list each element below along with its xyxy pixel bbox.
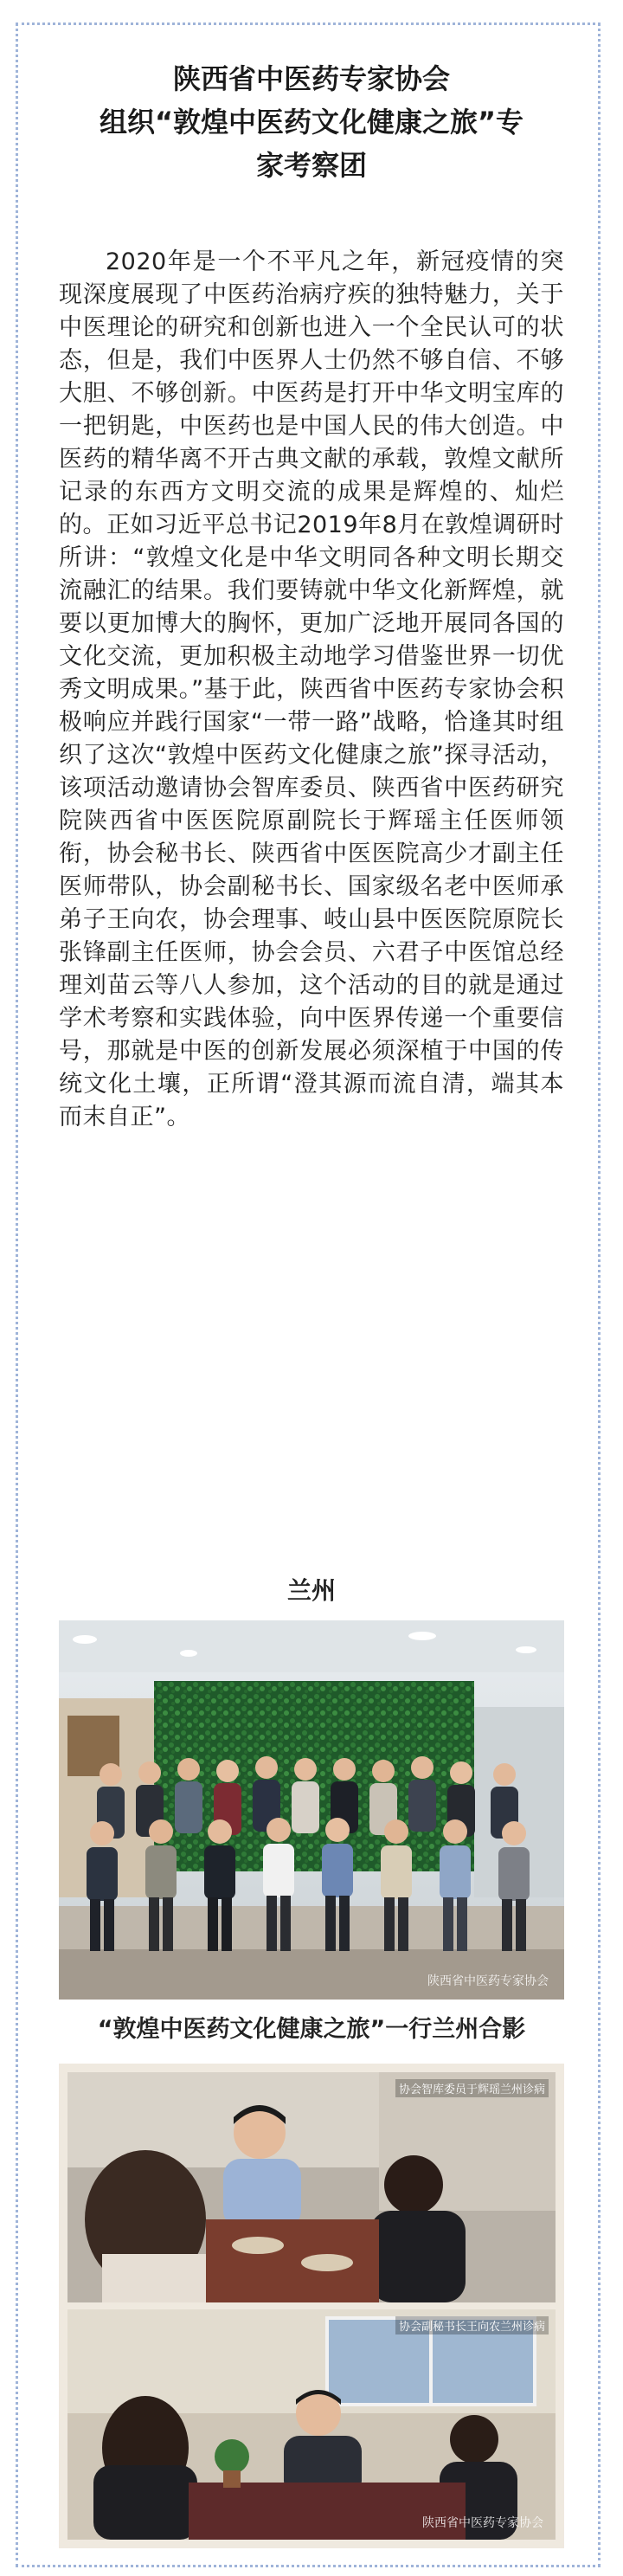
group-photo-illustration: [59, 1620, 564, 2000]
clinic-photo-1-illustration: [67, 2072, 556, 2302]
clinic-photo-watermark: 陕西省中医药专家协会: [422, 2516, 543, 2530]
clinic-photo-2-tag: 协会副秘书长王向农兰州诊病: [395, 2316, 549, 2334]
clinic-photo-2-illustration: [67, 2309, 556, 2540]
section-heading-lanzhou: 兰州: [286, 1576, 336, 1605]
clinic-photo-1-tag: 协会智库委员于辉瑶兰州诊病: [395, 2079, 549, 2097]
group-photo-watermark: 陕西省中医药专家协会: [427, 1974, 549, 1988]
article-title: [35, 57, 588, 187]
group-photo: [59, 1620, 564, 2000]
title-line-1: 陕西省中医药专家协会: [172, 62, 450, 95]
clinic-photos: [59, 2064, 564, 2548]
title-line-2: 组织“敦煌中医药文化健康之旅”专: [99, 106, 524, 138]
clinic-photo-2: [67, 2309, 556, 2540]
article-paragraph: 2020年是一个不平凡之年，新冠疫情的突现深度展现了中医药治病疗疾的独特魅力，关于中医理论的研究和创新也进入一个全民认可的状态，但是，我们中医界人士仍然不够自信、不够大胆、不够创新。中医药是打开中华文明宝库的一把钥匙，中医药也是中国人民的伟大创造。中医药的精华离不开古典文献的承载，敦煌文献所记录的东西方文明交流的成果是辉煌的、灿烂的。正如习近平总书记2019年8月在敦煌调研时所讲：“敦煌文化是中华文明同各种文明长期交流融汇的结果。我们要铸就中华文化新辉煌，就要以更加博大的胸怀，更加广泛地开展同各国的文化交流，更加积极主动地学习借鉴世界一切优秀文明成果。”基于此，陕西省中医药专家协会积极响应并践行国家“一带一路”战略，恰逢其时组织了这次“敦煌中医药文化健康之旅”探寻活动，该项活动邀请协会智库委员、陕西省中医药研究院陕西省中医医院原副院长于辉瑶主任医师领衔，协会秘书长、陕西省中医医院高少才副主任医师带队，协会副秘书长、国家级名老中医师承弟子王向农，协会理事、岐山县中医医院原院长张锋副主任医师，协会会员、六君子中医馆总经理刘苗云等八人参加，这个活动的目的就是通过学术考察和实践体验，向中医界传递一个重要信号，那就是中医的创新发展必须深植于中国的传统文化土壤，正所谓“澄其源而流自清，端其本而末自正”。: [59, 248, 564, 1130]
title-line-3: 家考察团: [255, 149, 367, 182]
group-photo-caption: “敦煌中医药文化健康之旅”一行兰州合影: [97, 2016, 526, 2043]
clinic-photo-1: [67, 2072, 556, 2302]
